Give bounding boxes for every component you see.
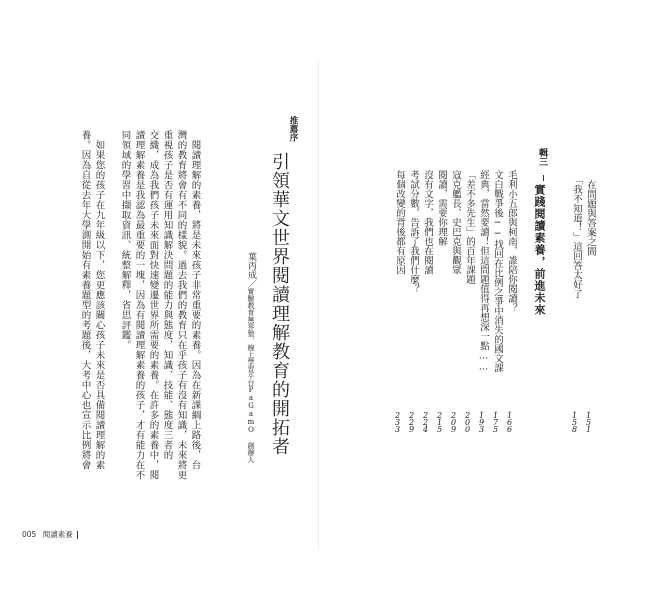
toc-page-number: 200: [465, 411, 471, 434]
toc-item: 文白戰爭後──找回在比例之爭中消失的國文課: [492, 170, 503, 373]
toc-page-number: 224: [423, 411, 429, 434]
page-footer: [22, 529, 78, 540]
body-column: 重視孩子是否有運用知識解決問題的能力與態度，知識、技能、態度三者的: [161, 130, 173, 460]
toc-page-number: 215: [437, 411, 443, 434]
author-line: [242, 252, 261, 463]
body-column: 同領域的學習中擷取資訊、統整解釋，省思評鑑。: [119, 130, 131, 350]
book-title: 閱讀素養: [42, 530, 73, 539]
left-page: [12, 60, 319, 550]
toc-page-number: 229: [409, 411, 415, 434]
toc-page-number: 166: [507, 411, 513, 434]
part-title: 實踐閱讀素養，前進未來: [533, 184, 546, 316]
toc-item: 「差不多先生」的百年課題: [464, 170, 475, 284]
toc-page-number: 158: [572, 411, 578, 434]
toc-item: 每個改變的背後都有原因: [394, 170, 405, 275]
body-column: 養。因為自從去年大學測開始有素養題型的考題後，大考中心也宣示比例將會: [79, 130, 91, 470]
preface-title: 引領華文世界閱讀理解教育的開拓者: [269, 152, 290, 456]
toc-item: 經典，當然要讀！但這問題值得再想深一點……: [478, 170, 489, 373]
toc-item: 閱讀，需要你理解: [436, 170, 447, 246]
body-column: 讀理解素養是我認為最重要的一塊，因為有閱讀理解素養的孩子，才有能力在不: [133, 130, 145, 480]
body-column: 閱讀理解的素養，將是未來孩子非常重要的素養。因為在新課綱上路後，台: [189, 140, 201, 470]
toc-page-number: 233: [395, 411, 401, 434]
preface-tag: 推薦序: [288, 116, 298, 142]
toc-page-number: 209: [451, 411, 457, 434]
page-number: 005: [22, 530, 37, 539]
right-page: [330, 60, 643, 550]
toc-page-number: 151: [586, 411, 592, 434]
toc-item: 沒有文字，我們也在閱讀: [422, 170, 433, 275]
author-name: 葉丙成／: [246, 252, 256, 288]
toc-page-number: 193: [479, 411, 485, 434]
toc-item: 寇克艦長、史巴克與觀眾: [450, 170, 461, 275]
footer-bar: [77, 531, 78, 539]
author-affiliation: 實驗教育無界塾、線上學習平台PaGamO 創辦人: [247, 288, 255, 463]
toc-item: 考試分數，告訴了我們什麼？: [408, 170, 419, 294]
body-column: 灣的教育將會有不同的樣貌。過去我們的教育只在乎孩子有沒有知識，未來將更: [175, 130, 187, 480]
toc-page-number: 175: [493, 411, 499, 434]
part-divider: [543, 175, 544, 181]
toc-item: 毛利小五郎與柯南，誰陪你閱讀？: [506, 170, 517, 313]
body-column: 交織，成為我們孩子未來面對快速變遷世界所需要的素養。在許多的素養中，閱: [147, 130, 159, 480]
toc-item: 在問題與答案之間: [585, 180, 596, 256]
part-label: 輯三: [537, 148, 547, 166]
toc-item: 「我不知道！」這回答太好了: [571, 175, 582, 299]
body-column: 如果您的孩子在九年級以下，您更應該關心孩子未來是否具備閱讀理解的素: [93, 140, 105, 470]
